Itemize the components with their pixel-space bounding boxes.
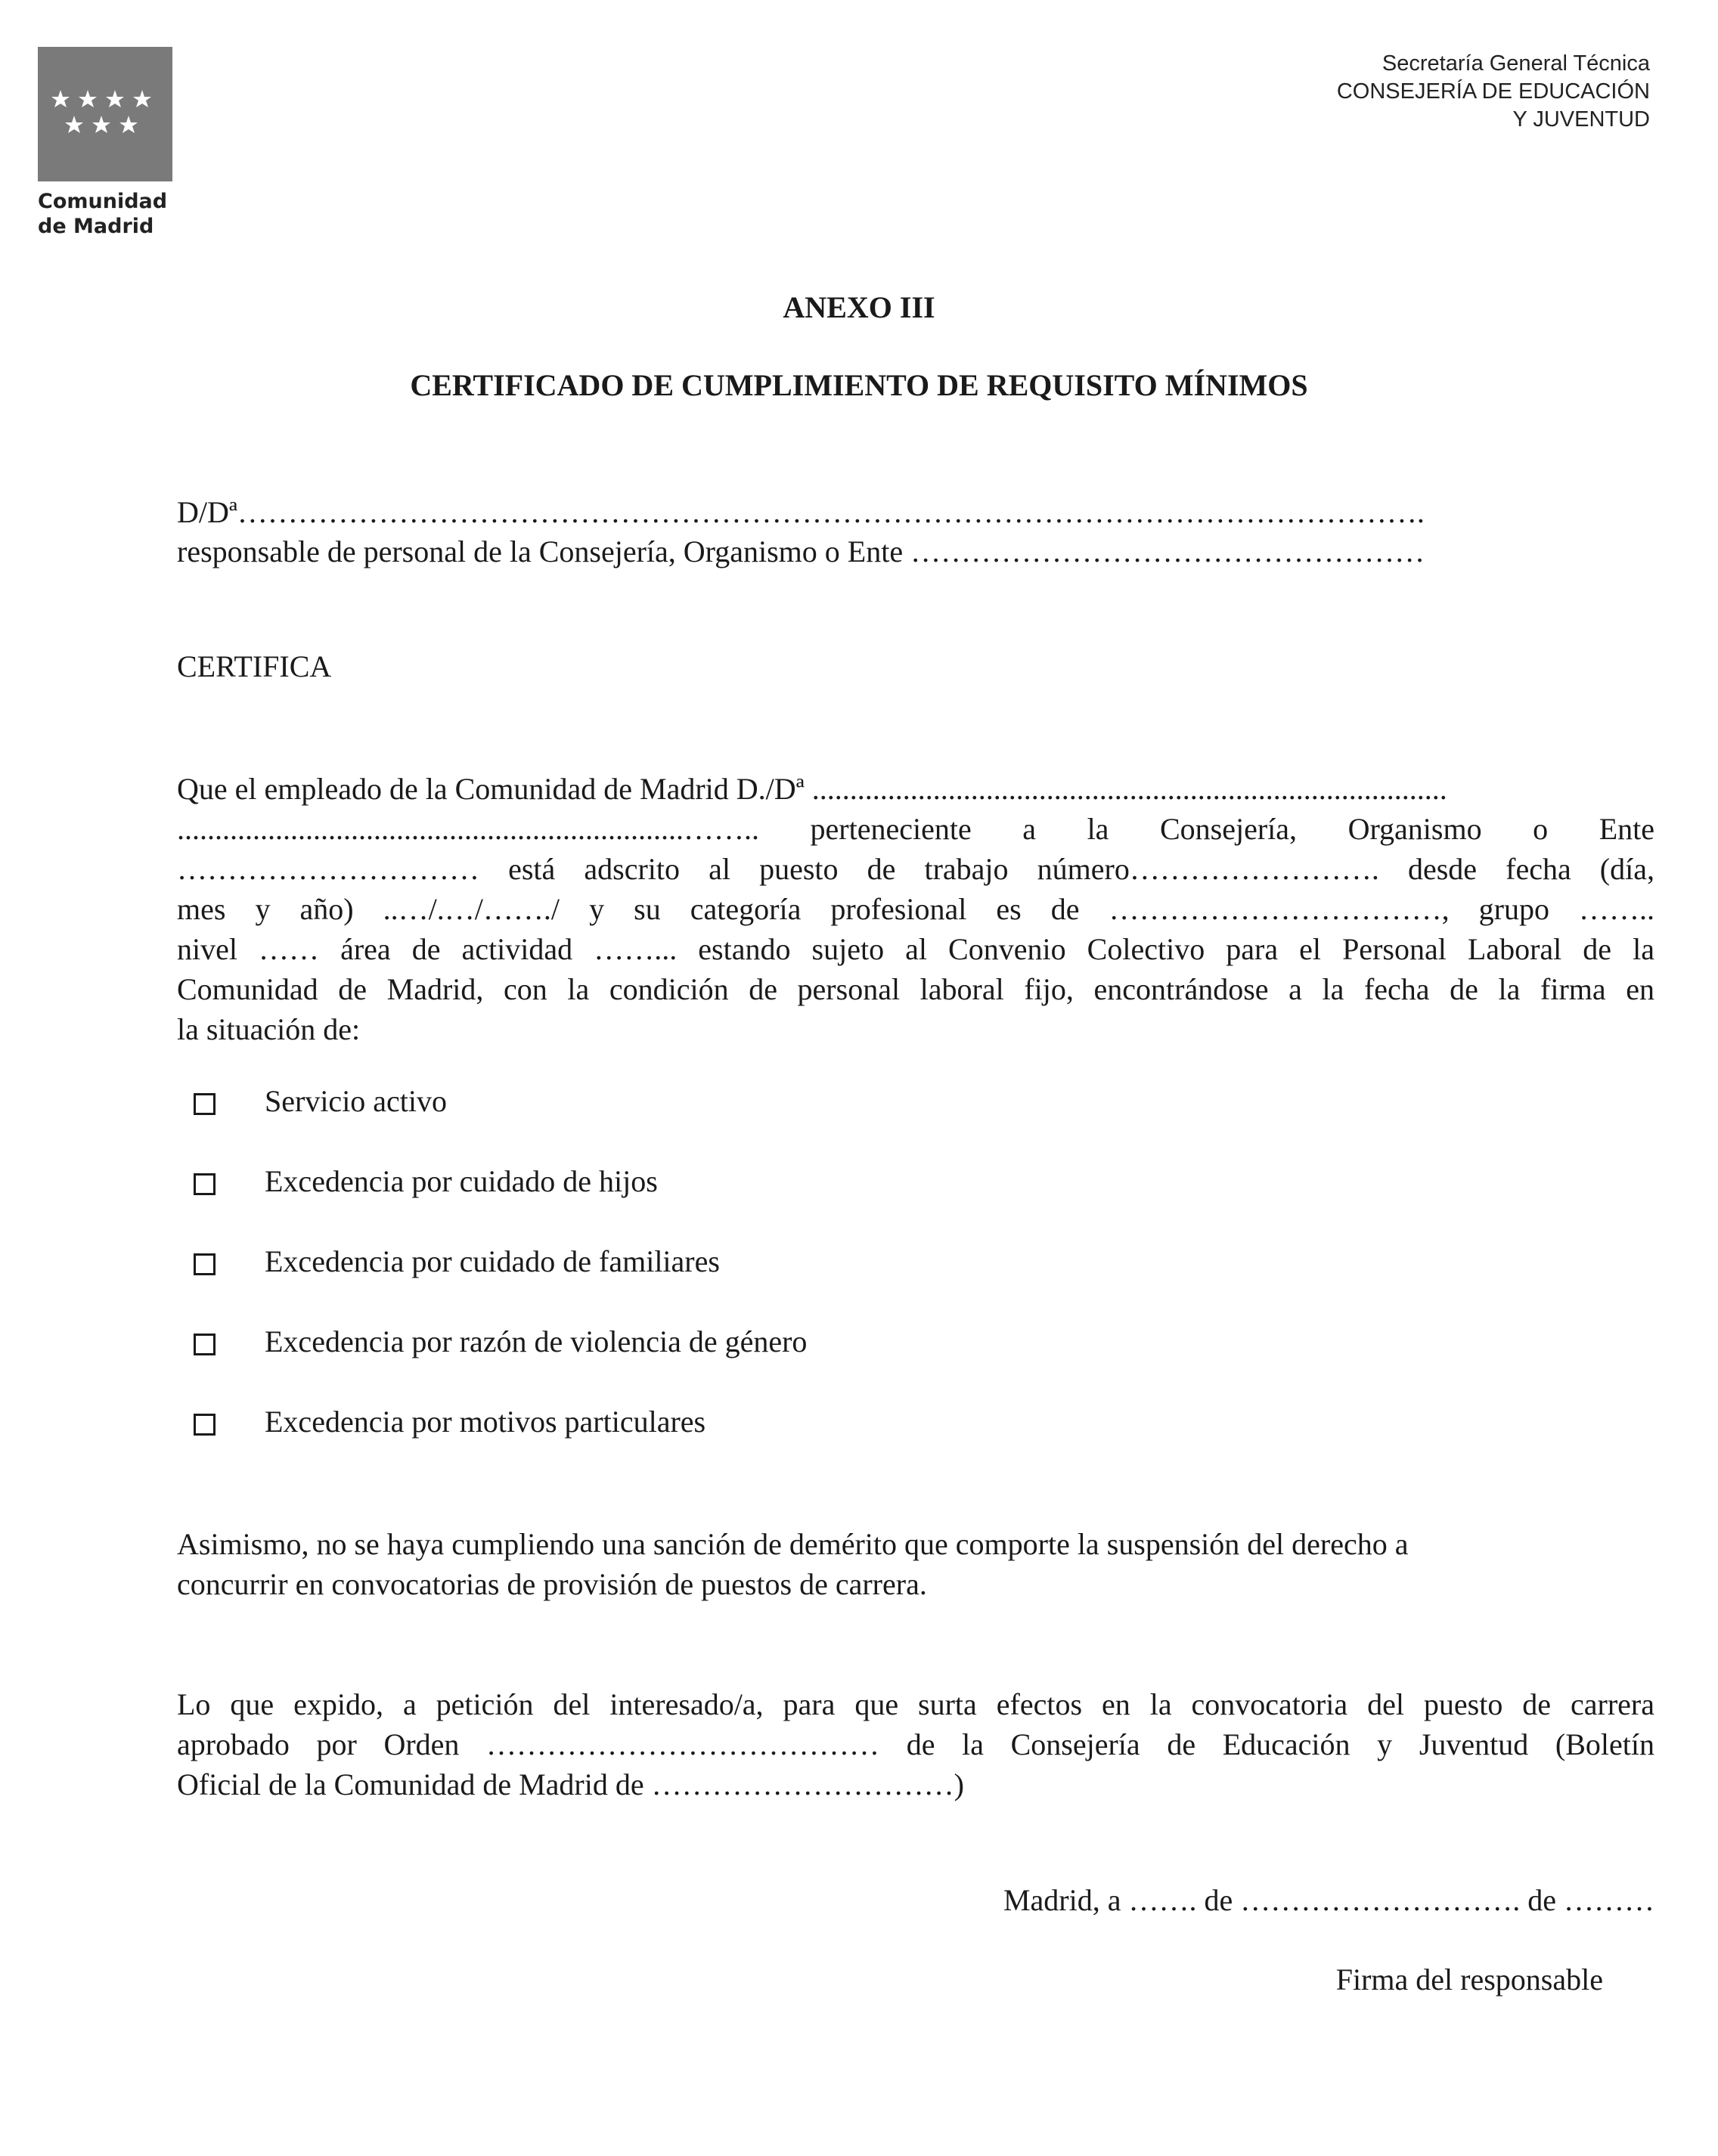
stars-icon	[51, 88, 161, 141]
responsible-name-line: D/Dª……………………………………………………………………………………………………….	[177, 495, 1425, 529]
department-header	[1337, 50, 1650, 134]
option-label: Servicio activo	[265, 1084, 448, 1118]
paragraph-line: ………………………… está adscrito al puesto de trabajo número……………………. desde fecha (día,	[177, 852, 1654, 886]
expido-paragraph	[177, 1684, 1654, 1804]
option-label: Excedencia por cuidado de hijos	[265, 1164, 658, 1198]
option-label: Excedencia por motivos particulares	[265, 1405, 706, 1439]
checkbox[interactable]	[194, 1334, 216, 1355]
checkbox[interactable]	[194, 1414, 216, 1436]
paragraph-line: Comunidad de Madrid, con la condición de personal laboral fijo, encontrándose a la fecha de la firma en	[177, 972, 1654, 1006]
responsible-entity-line: responsable de personal de la Consejería, Organismo o Ente ……………………………………………	[177, 534, 1425, 568]
logo-emblem	[38, 47, 172, 181]
logo-text-line1: Comunidad	[38, 190, 168, 213]
comunidad-madrid-logo	[38, 47, 174, 239]
asimismo-paragraph	[177, 1524, 1654, 1604]
paragraph-line: concurrir en convocatorias de provisión de puestos de carrera.	[177, 1567, 927, 1601]
paragraph-line: Que el empleado de la Comunidad de Madrid D./Dª ....................................................................................	[177, 772, 1447, 806]
checkbox[interactable]	[194, 1093, 216, 1115]
certifica-heading: CERTIFICA	[177, 649, 332, 683]
annex-title: ANEXO III	[783, 290, 935, 324]
checkbox[interactable]	[194, 1173, 216, 1195]
option-label: Excedencia por razón de violencia de género	[265, 1324, 808, 1358]
paragraph-line: Oficial de la Comunidad de Madrid de …………………………)	[177, 1767, 964, 1801]
employee-paragraph	[177, 769, 1654, 1049]
checkbox[interactable]	[194, 1253, 216, 1275]
certificate-title: CERTIFICADO DE CUMPLIMIENTO DE REQUISITO MÍNIMOS	[410, 368, 1308, 402]
paragraph-line: aprobado por Orden ………………………………… de la Consejería de Educación y Juventud (Boletín	[177, 1727, 1654, 1761]
option-label: Excedencia por cuidado de familiares	[265, 1244, 720, 1278]
signature-label: Firma del responsable	[1335, 1962, 1603, 1996]
paragraph-line: Lo que expido, a petición del interesado/a, para que surta efectos en la convocatoria del puesto de carrera	[177, 1687, 1654, 1721]
header-line-1: Secretaría General Técnica	[1382, 51, 1650, 76]
place-date-line: Madrid, a ……. de ………………………. de ………	[1003, 1883, 1654, 1917]
paragraph-line: la situación de:	[177, 1012, 361, 1046]
header-line-2: CONSEJERÍA DE EDUCACIÓN	[1336, 79, 1650, 104]
logo-text-line2: de Madrid	[38, 215, 154, 238]
paragraph-line: mes y año) ..…/.…/……./ y su categoría profesional es de ……………………………, grupo ……..	[177, 892, 1654, 926]
paragraph-line: nivel …… área de actividad ……... estando sujeto al Convenio Colectivo para el Personal Laboral de la	[177, 932, 1654, 966]
paragraph-line: Asimismo, no se haya cumpliendo una sanción de demérito que comporte la suspensión del derecho a	[177, 1527, 1409, 1561]
header-line-3: Y JUVENTUD	[1512, 107, 1650, 132]
paragraph-line: ...................................................................…….. perteneciente a la Consejería, Organismo o Ente	[177, 812, 1654, 846]
